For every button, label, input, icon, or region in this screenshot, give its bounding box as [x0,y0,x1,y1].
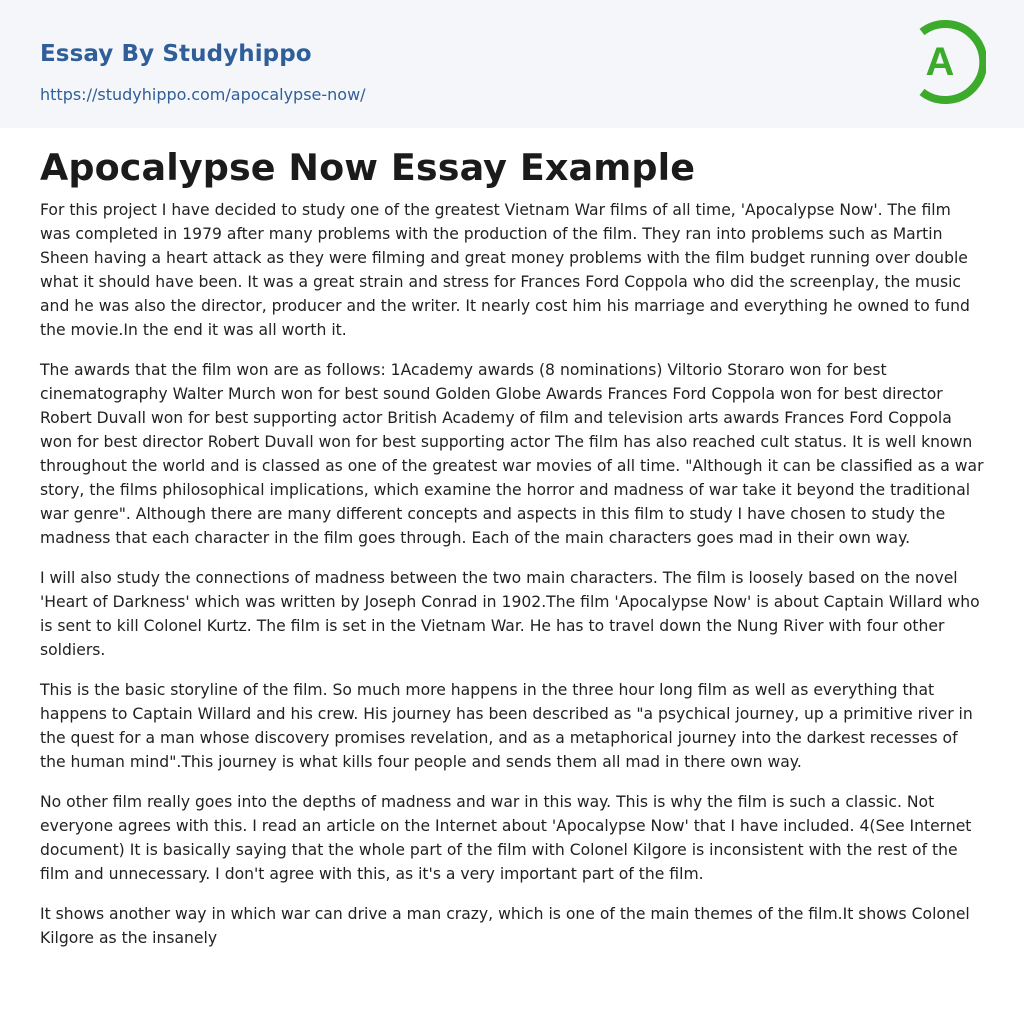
article-paragraph: For this project I have decided to study one of the greatest Vietnam War films of all time, 'Apocalypse Now'. The film was completed in 1979 after many problems with the production of the film. They ran into problems such as Martin Sheen having a heart attack as they were filming and great money problems with the film budget running over double what it should have been. It was a great strain and stress for Frances Ford Coppola who did the screenplay, the music and he was also the director, producer and the writer. It nearly cost him his marriage and everything he owned to fund the movie.In the end it was all worth it. [40,201,970,339]
article-paragraph: This is the basic storyline of the film. So much more happens in the three hour long film as well as everything that happens to Captain Willard and his crew. His journey has been described as "a psychical journey, up a primitive river in the quest for a man whose discovery promises revelation, and as a metaphorical journey into the darkest recesses of the human mind".This journey is what kills four people and sends them all mad in there own way. [40,681,973,771]
article-paragraph: The awards that the film won are as follows: 1Academy awards (8 nominations) Viltorio Storaro won for best cinematography Walter Murch won for best sound Golden Globe Awards Frances Ford Coppola won for best director Robert Duvall won for best supporting actor British Academy of film and television arts awards Frances Ford Coppola won for best director Robert Duvall won for best supporting actor The film has also reached cult status. It is well known throughout the world and is classed as one of the greatest war movies of all time. "Although it can be classified as a war story, the films philosophical implications, which examine the horror and madness of war take it beyond the traditional war genre". Although there are many different concepts and aspects in this film to study I have chosen to study the madness that each character in the film goes through. Each of the main characters goes mad in their own way. [40,361,984,547]
article-paragraph: It shows another way in which war can drive a man crazy, which is one of the main themes of the film.It shows Colonel Kilgore as the insanely [40,905,970,947]
logo-letter: A [925,40,955,84]
article-paragraph: I will also study the connections of madness between the two main characters. The film is loosely based on the novel 'Heart of Darkness' which was written by Joseph Conrad in 1902.The film 'Apocalypse Now' is about Captain Willard who is sent to kill Colonel Kurtz. The film is set in the Vietnam War. He has to travel down the Nung River with four other soldiers. [40,569,980,659]
page-url-link[interactable]: https://studyhippo.com/apocalypse-now/ [40,85,366,104]
site-header [0,0,1024,128]
studyhippo-logo-icon[interactable] [906,18,986,106]
article-paragraph: No other film really goes into the depths of madness and war in this way. This is why the film is such a classic. Not everyone agrees with this. I read an article on the Internet about 'Apocalypse Now' that I have included. 4(See Internet document) It is basically saying that the whole part of the film with Colonel Kilgore is inconsistent with the rest of the film and unnecessary. I don't agree with this, as it's a very important part of the film. [40,793,972,883]
article [40,142,985,966]
site-brand[interactable]: Essay By Studyhippo [40,41,312,67]
page-title: Apocalypse Now Essay Example [40,146,696,189]
